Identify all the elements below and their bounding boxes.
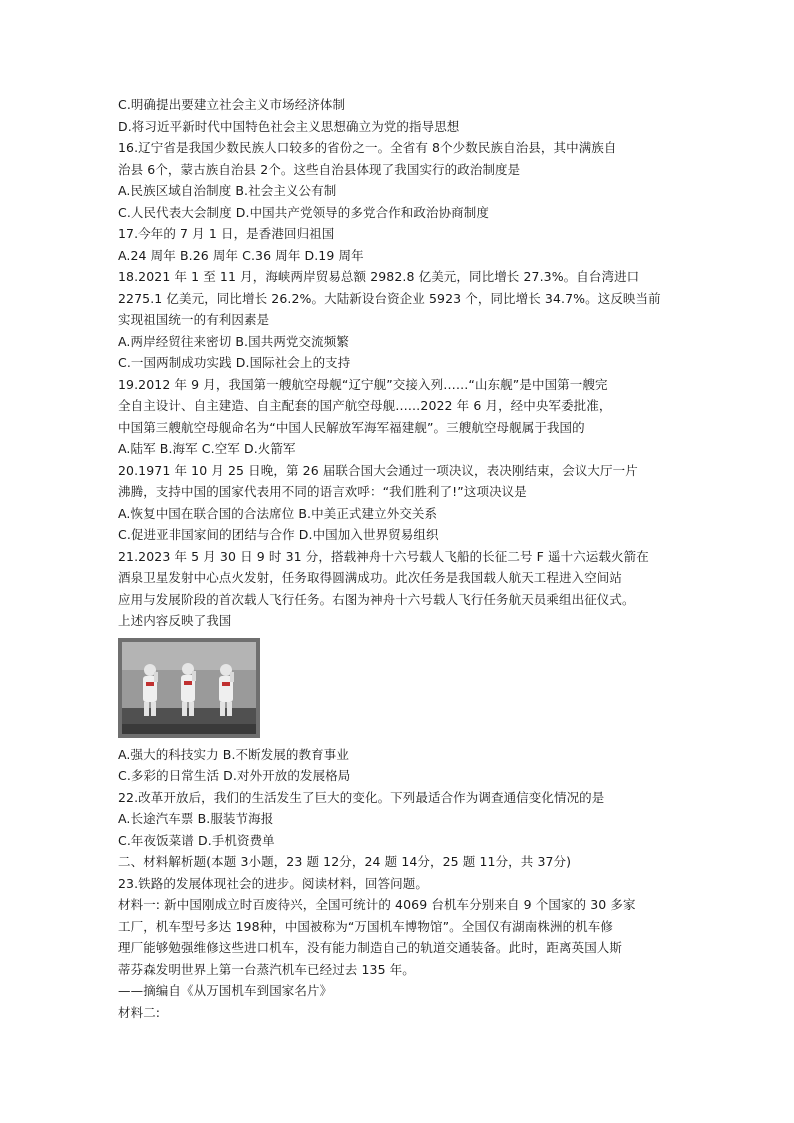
text-line: C.明确提出要建立社会主义市场经济体制 bbox=[118, 97, 346, 112]
question-23-stem: 23.铁路的发展体现社会的进步。阅读材料，回答问题。 bbox=[118, 875, 428, 891]
question-21-options-ab: A.强大的科技实力 B.不断发展的教育事业 bbox=[118, 746, 349, 762]
text-line: 应用与发展阶段的首次载人飞行任务。右图为神舟十六号载人飞行任务航天员乘组出征仪式。 bbox=[118, 591, 635, 607]
text-line: D.将习近平新时代中国特色社会主义思想确立为党的指导思想 bbox=[118, 118, 460, 134]
question-16-stem: 16.辽宁省是我国少数民族人口较多的省份之一。全省有 8个少数民族自治县，其中满族自 bbox=[118, 140, 617, 155]
material-1-source: ——摘编自《从万国机车到国家名片》 bbox=[118, 983, 333, 998]
question-22-options-cd: C.年夜饭菜谱 D.手机资费单 bbox=[118, 832, 275, 848]
text-line: 酒泉卫星发射中心点火发射，任务取得圆满成功。此次任务是我国载人航天工程进入空间站 bbox=[118, 570, 623, 585]
photo-container bbox=[118, 632, 688, 744]
question-17-options: A.24 周年 B.26 周年 C.36 周年 D.19 周年 bbox=[118, 247, 364, 263]
questions-block-bottom bbox=[118, 744, 688, 1024]
section-2-heading: 二、材料解析题(本题 3小题，23 题 12分，24 题 14分，25 题 11分，共 37分) bbox=[118, 854, 572, 869]
text-line: 全自主设计、自主建造、自主配套的国产航空母舰……2022 年 6 月，经中央军委批准， bbox=[118, 398, 612, 413]
question-16-options-cd: C.人民代表大会制度 D.中国共产党领导的多党合作和政治协商制度 bbox=[118, 204, 489, 220]
questions-block-top bbox=[118, 94, 688, 632]
astronaut-crew-photo bbox=[118, 638, 260, 738]
question-21-options-cd: C.多彩的日常生活 D.对外开放的发展格局 bbox=[118, 768, 351, 783]
text-line: 沸腾，支持中国的国家代表用不同的语言欢呼：“我们胜利了!”这项决议是 bbox=[118, 484, 527, 499]
text-line: 理厂能够勉强维修这些进口机车，没有能力制造自己的轨道交通装备。此时，距离英国人斯 bbox=[118, 940, 623, 955]
question-20-options-cd: C.促进亚非国家间的团结与合作 D.中国加入世界贸易组织 bbox=[118, 527, 439, 542]
text-line: 实现祖国统一的有利因素是 bbox=[118, 312, 270, 327]
question-21-stem: 21.2023 年 5 月 30 日 9 时 31 分，搭载神舟十六号载人飞船的长征二号 F 遥十六运载火箭在 bbox=[118, 548, 649, 564]
text-line: 上述内容反映了我国 bbox=[118, 613, 232, 628]
question-20-stem: 20.1971 年 10 月 25 日晚，第 26 届联合国大会通过一项决议，表决刚结束，会议大厅一片 bbox=[118, 462, 638, 478]
text-line: 工厂，机车型号多达 198种，中国被称为“万国机车博物馆”。全国仅有湖南株洲的机车修 bbox=[118, 918, 613, 934]
text-line: 2275.1 亿美元，同比增长 26.2%。大陆新设台资企业 5923 个，同比增长 34.7%。这反映当前 bbox=[118, 290, 661, 306]
question-20-options-ab: A.恢复中国在联合国的合法席位 B.中美正式建立外交关系 bbox=[118, 505, 438, 521]
material-2-label: 材料二: bbox=[118, 1004, 161, 1020]
question-18-stem: 18.2021 年 1 至 11 月，海峡两岸贸易总额 2982.8 亿美元，同比增长 27.3%。自台湾进口 bbox=[118, 269, 640, 284]
question-18-options-cd: C.一国两制成功实践 D.国际社会上的支持 bbox=[118, 355, 351, 370]
text-line: 蒂芬森发明世界上第一台蒸汽机车已经过去 135 年。 bbox=[118, 961, 415, 977]
photo-stage-edge bbox=[122, 724, 256, 734]
text-line: 治县 6个，蒙古族自治县 2个。这些自治县体现了我国实行的政治制度是 bbox=[118, 161, 521, 177]
question-19-options: A.陆军 B.海军 C.空军 D.火箭军 bbox=[118, 441, 296, 456]
question-16-options-ab: A.民族区域自治制度 B.社会主义公有制 bbox=[118, 183, 337, 198]
question-19-stem: 19.2012 年 9 月，我国第一艘航空母舰“辽宁舰”交接入列……“山东舰”是中国第一艘完 bbox=[118, 376, 608, 392]
material-1-text: 材料一: 新中国刚成立时百废待兴，全国可统计的 4069 台机车分别来自 9 个国家的 30 多家 bbox=[118, 897, 636, 912]
question-17-stem: 17.今年的 7 月 1 日，是香港回归祖国 bbox=[118, 226, 335, 241]
text-line: 中国第三艘航空母舰命名为“中国人民解放军海军福建舰”。三艘航空母舰属于我国的 bbox=[118, 419, 585, 435]
question-22-options-ab: A.长途汽车票 B.服装节海报 bbox=[118, 811, 274, 826]
question-22-stem: 22.改革开放后，我们的生活发生了巨大的变化。下列最适合作为调查通信变化情况的是 bbox=[118, 789, 605, 805]
question-18-options-ab: A.两岸经贸往来密切 B.国共两党交流频繁 bbox=[118, 333, 349, 349]
exam-page bbox=[118, 94, 688, 1023]
